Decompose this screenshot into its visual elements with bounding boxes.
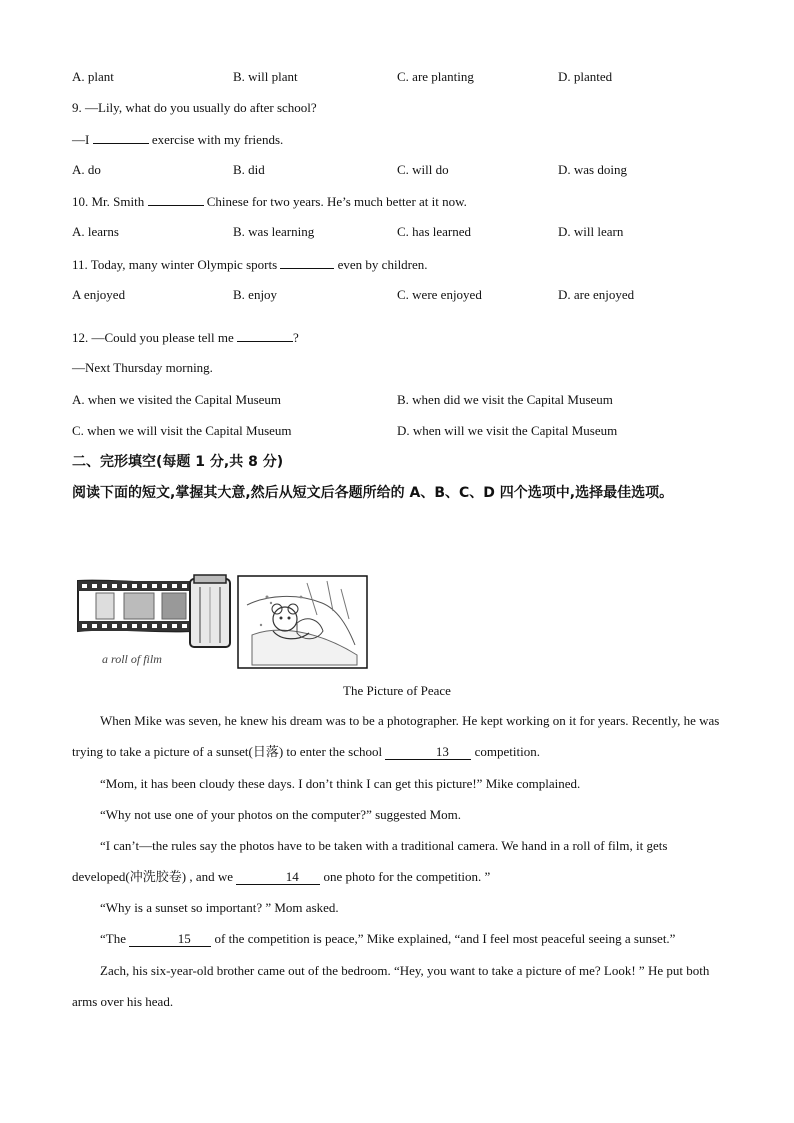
- q12-option-a[interactable]: A. when we visited the Capital Museum: [72, 392, 282, 407]
- q12-option-d[interactable]: D. when will we visit the Capital Museum: [397, 423, 618, 438]
- q11-stem: [72, 256, 428, 273]
- story-paragraph-7: Zach, his six-year-old brother came out of the bedroom. “Hey, you want to take a picture of me? Look! ” He put both arms over his head.: [72, 963, 710, 1009]
- p4-text-end: one photo for the competition. ”: [323, 869, 491, 884]
- q9-stem: 9. —Lily, what do you usually do after school?: [72, 100, 317, 115]
- blank-13: 13: [385, 745, 471, 760]
- q10-stem-post: Chinese for two years. He’s much better at it now.: [206, 194, 467, 209]
- q9-option-c[interactable]: C. will do: [397, 162, 449, 177]
- q11-option-a[interactable]: A enjoyed: [72, 287, 126, 302]
- q12-answer-line: —Next Thursday morning.: [72, 360, 213, 375]
- q9-option-b[interactable]: B. did: [233, 162, 265, 177]
- story-paragraph-1: [72, 705, 722, 767]
- story-paragraph-6: [72, 923, 722, 954]
- section-instructions: 阅读下面的短文,掌握其大意,然后从短文后各题所给的 A、B、C、D 四个选项中,选择最佳选项。: [72, 485, 674, 501]
- q9-option-d[interactable]: D. was doing: [558, 162, 627, 177]
- q8-option-d[interactable]: D. planted: [558, 69, 613, 84]
- p4-text: “I can’t—the rules say the photos have to be taken with a traditional camera. We hand in a roll of film, it gets developed(冲洗胶卷) , and we: [72, 838, 668, 884]
- q10-option-b[interactable]: B. was learning: [233, 224, 315, 239]
- q12-stem-pre: 12. —Could you please tell me: [72, 330, 234, 345]
- q8-option-c[interactable]: C. are planting: [397, 69, 474, 84]
- q10-option-a[interactable]: A. learns: [72, 224, 119, 239]
- q11-stem-pre: 11. Today, many winter Olympic sports: [72, 257, 278, 272]
- story-title: The Picture of Peace: [343, 683, 451, 698]
- p1-text: When Mike was seven, he knew his dream was to be a photographer. He kept working on it for years. Recently, he was trying to take a picture of a sunset(日落) to enter the school: [72, 713, 720, 759]
- q12-option-b[interactable]: B. when did we visit the Capital Museum: [397, 392, 613, 407]
- story-paragraph-2: “Mom, it has been cloudy these days. I don’t think I can get this picture!” Mike complained.: [100, 776, 581, 791]
- q10-option-d[interactable]: D. will learn: [558, 224, 624, 239]
- q10-blank: [148, 193, 204, 206]
- q8-option-a[interactable]: A. plant: [72, 69, 114, 84]
- q9-answer-post: exercise with my friends.: [151, 132, 284, 147]
- p1-text-end: competition.: [474, 744, 540, 759]
- story-paragraph-3: “Why not use one of your photos on the computer?” suggested Mom.: [100, 807, 462, 822]
- blank-14: 14: [236, 870, 320, 885]
- q10-stem: [72, 193, 467, 210]
- q12-blank: [237, 329, 293, 342]
- q11-option-d[interactable]: D. are enjoyed: [558, 287, 635, 302]
- story-paragraph-4: [72, 830, 722, 892]
- q11-option-c[interactable]: C. were enjoyed: [397, 287, 482, 302]
- q9-blank: [93, 131, 149, 144]
- blank-15: 15: [129, 932, 211, 947]
- q11-option-b[interactable]: B. enjoy: [233, 287, 278, 302]
- q9-option-a[interactable]: A. do: [72, 162, 101, 177]
- sketch-picture-illustration: [237, 575, 368, 669]
- p6-text: “The: [100, 931, 126, 946]
- q10-option-c[interactable]: C. has learned: [397, 224, 472, 239]
- p6-text-end: of the competition is peace,” Mike explained, “and I feel most peaceful seeing a sunset.”: [214, 931, 676, 946]
- q10-stem-pre: 10. Mr. Smith: [72, 194, 145, 209]
- section-heading: 二、完形填空(每题 1 分,共 8 分): [72, 454, 284, 470]
- q8-option-b[interactable]: B. will plant: [233, 69, 298, 84]
- q11-blank: [280, 256, 334, 269]
- story-paragraph-5: “Why is a sunset so important? ” Mom asked.: [100, 900, 339, 915]
- q11-stem-post: even by children.: [337, 257, 428, 272]
- film-roll-label: a roll of film: [102, 652, 162, 666]
- q9-answer-pre: —I: [72, 132, 90, 147]
- q12-stem-post: ?: [293, 330, 299, 345]
- q12-stem: [72, 329, 299, 346]
- q9-answer-line: [72, 131, 283, 148]
- q12-option-c[interactable]: C. when we will visit the Capital Museum: [72, 423, 292, 438]
